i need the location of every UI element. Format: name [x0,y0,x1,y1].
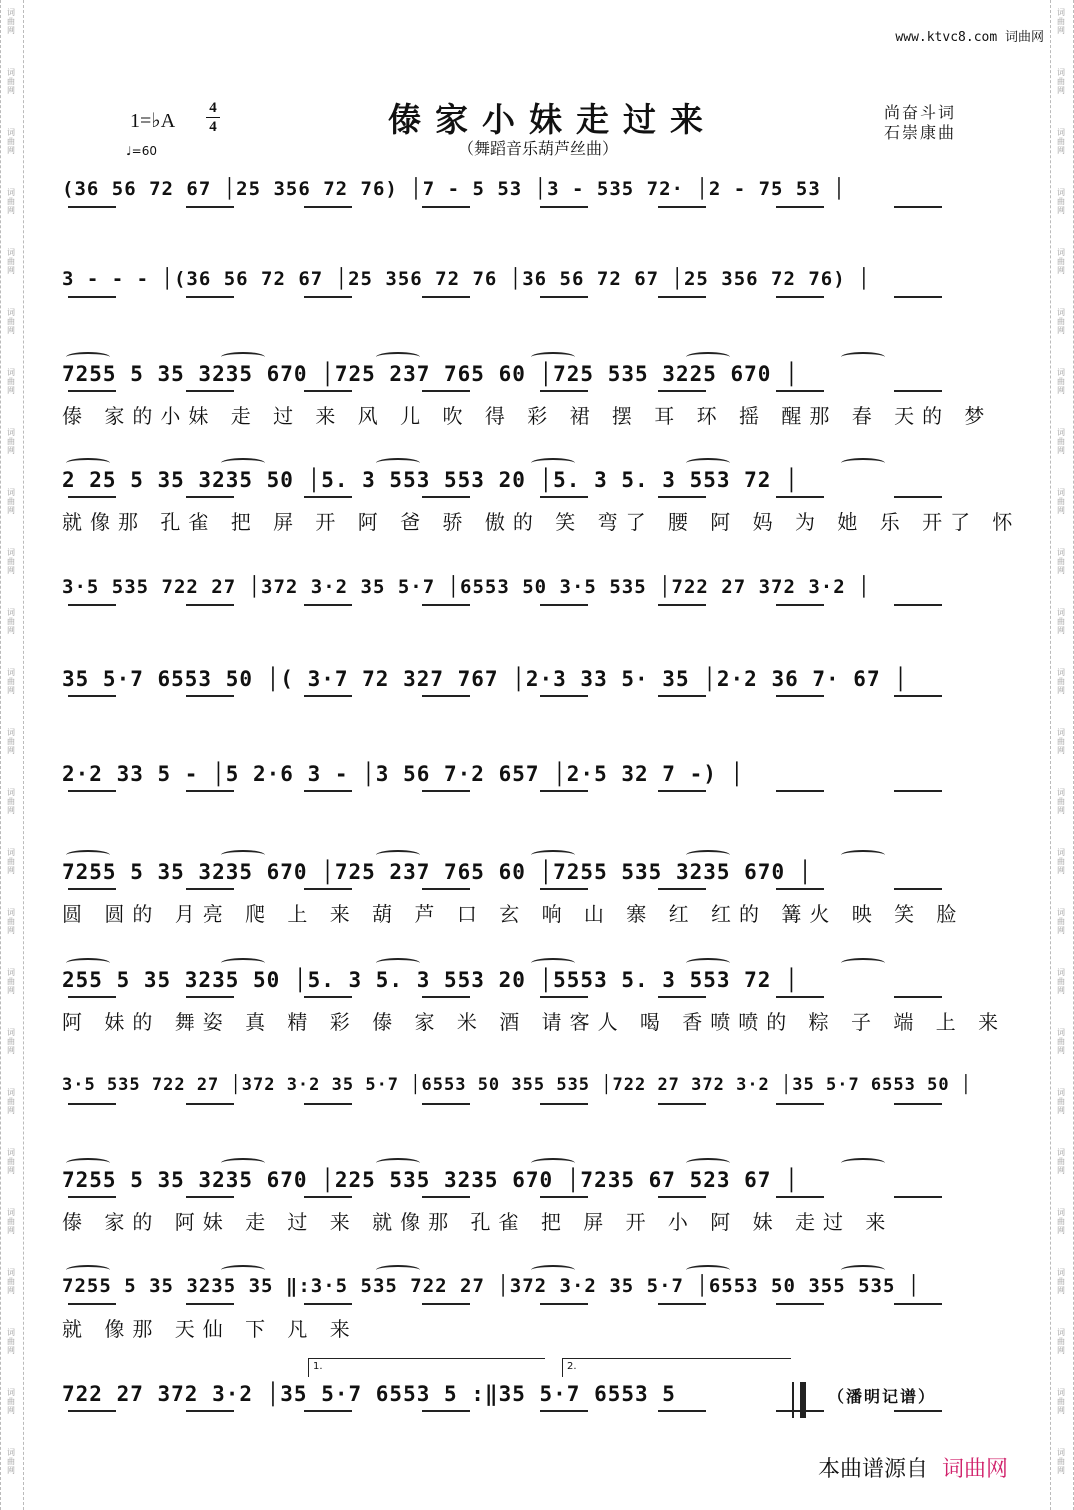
lyricist-credit: 尚奋斗词 [884,103,957,122]
watermark-text: 词曲网 [1057,968,1065,995]
lyric-line: 圆 圆的 月亮 爬 上 来 葫 芦 口 玄 响 山 寨 红 红的 篝火 映 笑 脸 [62,902,965,926]
beam-underline [894,790,942,792]
watermark-text: 词曲网 [7,188,15,215]
score-line [62,178,1006,226]
beam-underline [422,496,470,498]
meter-top: 4 [209,100,217,116]
beam-underline [658,790,706,792]
beam-underline [894,206,942,208]
watermark-text: 词曲网 [1057,248,1065,275]
watermark-text: 词曲网 [1057,1148,1065,1175]
beam-underline [658,604,706,606]
slur-mark [66,1158,110,1168]
beam-underline [186,996,234,998]
watermark-text: 词曲网 [7,1028,15,1055]
beam-underline [658,996,706,998]
beam-underline [422,604,470,606]
composer-credit: 石崇康曲 [884,123,957,142]
watermark-text: 词曲网 [7,968,15,995]
slur-mark [841,458,885,468]
beam-underline [304,996,352,998]
beam-underline [540,996,588,998]
slur-mark [531,1265,575,1275]
beam-underline [68,1103,116,1105]
beam-underline [422,296,470,298]
beam-underline [540,888,588,890]
transcriber-credit: （潘明记谱） [828,1387,937,1406]
beam-underline [422,1410,470,1412]
beam-underline [894,1303,942,1305]
slur-mark [221,458,265,468]
beam-underline [68,790,116,792]
beam-underline [540,1103,588,1105]
notation-text: 3 - - - │(36 56 72 67 │25 356 72 76 │36 56 72 67 │25 356 72 76) │ [62,268,871,290]
beam-underline [304,1196,352,1198]
watermark-text: 词曲网 [7,1268,15,1295]
beam-underline [422,790,470,792]
left-watermark-strip [0,0,24,1510]
beam-underline [776,496,824,498]
beam-underline [304,206,352,208]
beam-underline [422,390,470,392]
beam-underline [304,296,352,298]
score-line [62,576,1006,624]
beam-underline [894,1103,942,1105]
notation-text: 3·5 535 722 27 │372 3·2 35 5·7 │6553 50 3·5 535 │722 27 372 3·2 │ [62,576,871,598]
watermark-text: 词曲网 [7,128,15,155]
notation-text: 722 27 372 3·2 │35 5·7 6553 5 :‖35 5·7 6553 5 [62,1382,676,1406]
beam-underline [304,390,352,392]
beam-underline [304,888,352,890]
beam-underline [894,1410,942,1412]
beam-underline [68,695,116,697]
beam-underline [540,695,588,697]
beam-underline [540,390,588,392]
watermark-text: 词曲网 [1057,1388,1065,1415]
slur-mark [66,458,110,468]
beam-underline [776,1103,824,1105]
beam-underline [776,888,824,890]
watermark-text: 词曲网 [7,548,15,575]
final-barline [792,1382,806,1418]
watermark-text: 词曲网 [7,1328,15,1355]
slur-mark [221,352,265,362]
beam-underline [658,1196,706,1198]
beam-underline [540,604,588,606]
beam-underline [68,888,116,890]
notation-text: 2 25 5 35 3235 50 │5. 3 553 553 20 │5. 3 5. 3 553 72 │ [62,468,799,492]
notation-text: 7255 5 35 3235 35 ‖:3·5 535 722 27 │372 3·2 35 5·7 │6553 50 355 535 │ [62,1275,921,1297]
volta-ending-1: 1. [308,1358,545,1377]
footer-source [818,1452,1008,1483]
slur-mark [841,958,885,968]
watermark-text: 词曲网 [7,1148,15,1175]
watermark-text: 词曲网 [1057,548,1065,575]
beam-underline [540,1410,588,1412]
watermark-text: 词曲网 [7,1388,15,1415]
beam-underline [422,1303,470,1305]
beam-underline [68,296,116,298]
slur-mark [66,352,110,362]
beam-underline [186,695,234,697]
watermark-text: 词曲网 [7,908,15,935]
watermark-text: 词曲网 [1057,188,1065,215]
watermark-text: 词曲网 [7,248,15,275]
beam-underline [186,790,234,792]
beam-underline [304,790,352,792]
beam-underline [540,496,588,498]
slur-mark [376,458,420,468]
beam-underline [304,1303,352,1305]
beam-underline [658,206,706,208]
beam-underline [540,790,588,792]
watermark-text: 词曲网 [1057,1328,1065,1355]
notation-text: 2·2 33 5 - │5 2·6 3 - │3 56 7·2 657 │2·5 32 7 -) │ [62,762,745,786]
watermark-text: 词曲网 [1057,1208,1065,1235]
beam-underline [422,695,470,697]
beam-underline [894,296,942,298]
slur-mark [221,850,265,860]
beam-underline [186,888,234,890]
beam-underline [894,695,942,697]
lyric-line: 阿 妹的 舞姿 真 精 彩 傣 家 米 酒 请客人 喝 香喷喷的 粽 子 端 上 来 [62,1010,1007,1034]
watermark-text: 词曲网 [1057,488,1065,515]
slur-mark [531,1158,575,1168]
beam-underline [540,1303,588,1305]
watermark-text: 词曲网 [1057,728,1065,755]
watermark-text: 词曲网 [7,68,15,95]
lyric-line: 就 像那 天仙 下 凡 来 [62,1317,358,1341]
beam-underline [658,390,706,392]
watermark-text: 词曲网 [7,308,15,335]
footer-brand-link[interactable]: 词曲网 [942,1457,1009,1482]
key-signature: 1=♭A [130,110,176,132]
watermark-text: 词曲网 [7,1448,15,1475]
beam-underline [68,390,116,392]
meter-bottom: 4 [209,119,217,135]
slur-mark [531,352,575,362]
beam-underline [304,1410,352,1412]
beam-underline [658,1303,706,1305]
notation-text: 255 5 35 3235 50 │5. 3 5. 3 553 20 │5553 5. 3 553 72 │ [62,968,799,992]
beam-underline [422,206,470,208]
watermark-text: 词曲网 [7,8,15,35]
slur-mark [841,1265,885,1275]
slur-mark [686,1158,730,1168]
watermark-text: 词曲网 [7,368,15,395]
beam-underline [658,695,706,697]
lyric-line: 就像那 孔雀 把 屏 开 阿 爸 骄 傲的 笑 弯了 腰 阿 妈 为 她 乐 开了 怀 [62,510,1021,534]
lyric-line: 傣 家的小妹 走 过 来 风 儿 吹 得 彩 裙 摆 耳 环 摇 醒那 春 天的 梦 [62,404,993,428]
beam-underline [540,296,588,298]
watermark-text: 词曲网 [1057,1268,1065,1295]
beam-underline [68,496,116,498]
beam-underline [422,888,470,890]
beam-underline [894,604,942,606]
beam-underline [776,206,824,208]
watermark-text: 词曲网 [1057,1028,1065,1055]
beam-underline [186,1103,234,1105]
slur-mark [376,958,420,968]
footer-source-text: 本曲谱源自 [818,1457,929,1482]
beam-underline [422,1196,470,1198]
watermark-text: 词曲网 [1057,608,1065,635]
notation-text: 7255 5 35 3235 670 │225 535 3235 670 │7235 67 523 67 │ [62,1168,799,1192]
notation-text: 7255 5 35 3235 670 │725 237 765 60 │7255 535 3235 670 │ [62,860,813,884]
beam-underline [658,496,706,498]
watermark-text: 词曲网 [7,728,15,755]
beam-underline [540,1196,588,1198]
beam-underline [658,1103,706,1105]
song-subtitle: （舞蹈音乐葫芦丝曲） [458,139,619,158]
watermark-text: 词曲网 [7,788,15,815]
notation-text: 7255 5 35 3235 670 │725 237 765 60 │725 535 3225 670 │ [62,362,799,386]
slur-mark [221,958,265,968]
slur-mark [66,850,110,860]
beam-underline [658,1410,706,1412]
beam-underline [186,1303,234,1305]
right-watermark-strip [1050,0,1074,1510]
slur-mark [221,1265,265,1275]
slur-mark [531,958,575,968]
beam-underline [68,1303,116,1305]
watermark-text: 词曲网 [1057,668,1065,695]
watermark-text: 词曲网 [7,428,15,455]
beam-underline [658,888,706,890]
slur-mark [686,850,730,860]
beam-underline [186,604,234,606]
watermark-text: 词曲网 [1057,68,1065,95]
beam-underline [304,695,352,697]
notation-text: 35 5·7 6553 50 │( 3·7 72 327 767 │2·3 33 5· 35 │2·2 36 7· 67 │ [62,667,908,691]
slur-mark [221,1158,265,1168]
beam-underline [894,996,942,998]
beam-underline [422,996,470,998]
beam-underline [186,496,234,498]
volta-ending-2: 2. [562,1358,791,1377]
beam-underline [68,1196,116,1198]
notation-text: 3·5 535 722 27 │372 3·2 35 5·7 │6553 50 355 535 │722 27 372 3·2 │35 5·7 6553 50 │ [62,1075,973,1095]
beam-underline [186,1196,234,1198]
watermark-text: 词曲网 [7,1088,15,1115]
beam-underline [68,206,116,208]
beam-underline [186,390,234,392]
beam-underline [186,206,234,208]
slur-mark [686,958,730,968]
watermark-text: 词曲网 [7,848,15,875]
beam-underline [186,1410,234,1412]
beam-underline [540,206,588,208]
score-line [62,762,1006,810]
beam-underline [894,1196,942,1198]
tempo-mark: ♩=60 [126,144,157,158]
score-line [62,1075,1006,1123]
beam-underline [776,296,824,298]
watermark-text: 词曲网 [1057,428,1065,455]
beam-underline [776,790,824,792]
slur-mark [376,1265,420,1275]
watermark-text: 词曲网 [7,668,15,695]
slur-mark [66,958,110,968]
beam-underline [776,1303,824,1305]
beam-underline [304,496,352,498]
beam-underline [894,888,942,890]
slur-mark [841,850,885,860]
watermark-text: 词曲网 [1057,308,1065,335]
slur-mark [686,1265,730,1275]
slur-mark [686,352,730,362]
beam-underline [894,390,942,392]
watermark-text: 词曲网 [7,488,15,515]
lyric-line: 傣 家的 阿妹 走 过 来 就像那 孔雀 把 屏 开 小 阿 妹 走过 来 [62,1210,894,1234]
beam-underline [186,296,234,298]
watermark-text: 词曲网 [7,1208,15,1235]
beam-underline [304,1103,352,1105]
notation-text: (36 56 72 67 │25 356 72 76) │7 - 5 53 │3 - 535 72· │2 - 75 53 │ [62,178,846,200]
beam-underline [776,1196,824,1198]
beam-underline [68,1410,116,1412]
song-title: 傣家小妹走过来 [388,100,717,139]
slur-mark [376,850,420,860]
slur-mark [841,352,885,362]
watermark-text: 词曲网 [1057,1448,1065,1475]
slur-mark [686,458,730,468]
slur-mark [66,1265,110,1275]
time-signature [206,100,220,135]
watermark-text: 词曲网 [1057,8,1065,35]
slur-mark [376,1158,420,1168]
slur-mark [376,352,420,362]
beam-underline [776,996,824,998]
beam-underline [304,604,352,606]
score-line [62,667,1006,715]
beam-underline [68,996,116,998]
beam-underline [776,604,824,606]
beam-underline [776,695,824,697]
slur-mark [841,1158,885,1168]
slur-mark [531,850,575,860]
watermark-text: 词曲网 [7,608,15,635]
slur-mark [531,458,575,468]
beam-underline [894,496,942,498]
watermark-text: 词曲网 [1057,368,1065,395]
watermark-text: 词曲网 [1057,1088,1065,1115]
watermark-text: 词曲网 [1057,128,1065,155]
watermark-text: 词曲网 [1057,848,1065,875]
beam-underline [422,1103,470,1105]
beam-underline [776,390,824,392]
site-url[interactable]: www.ktvc8.com 词曲网 [895,30,1044,45]
watermark-text: 词曲网 [1057,908,1065,935]
score-line [62,268,1006,316]
beam-underline [658,296,706,298]
watermark-text: 词曲网 [1057,788,1065,815]
beam-underline [68,604,116,606]
